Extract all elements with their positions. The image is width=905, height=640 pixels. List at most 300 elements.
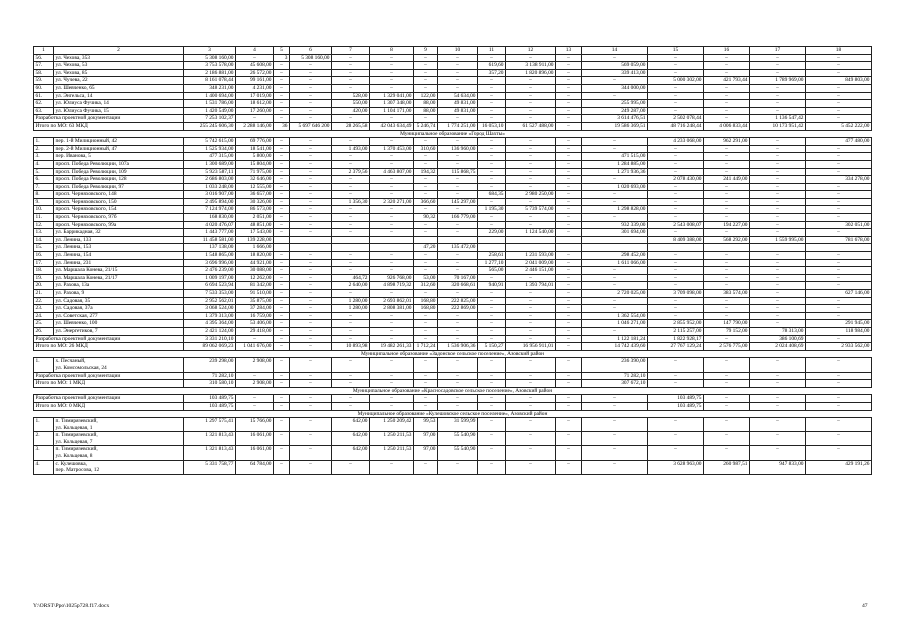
value-cell: –: [806, 69, 872, 77]
header-number-cell: 15: [648, 47, 704, 55]
value-cell: –: [274, 176, 290, 184]
value-cell: –: [750, 259, 806, 267]
value-cell: –: [478, 77, 506, 85]
summary-value-cell: –: [556, 380, 582, 388]
value-cell: 334 278,00: [806, 176, 872, 184]
value-cell: 222 825,00: [438, 297, 478, 305]
value-cell: –: [506, 320, 556, 328]
value-cell: –: [704, 297, 750, 305]
row-number-cell: 11.: [34, 214, 54, 222]
table-row: [34, 92, 872, 100]
summary-value-cell: –: [274, 335, 290, 343]
header-number-cell: 10: [438, 47, 478, 55]
value-cell: –: [556, 77, 582, 85]
value-cell: –: [648, 100, 704, 108]
value-cell: 940,91: [478, 282, 506, 290]
value-cell: 684,35: [478, 191, 506, 199]
address-cell: просп. Черняховского, 99а: [54, 221, 184, 229]
value-cell: 91 510,00: [236, 290, 274, 298]
value-cell: –: [704, 145, 750, 153]
value-cell: –: [582, 191, 648, 199]
value-cell: –: [582, 446, 648, 460]
value-cell: [582, 244, 648, 252]
address-cell: ул. Садовая, 35: [54, 297, 184, 305]
row-number-cell: 2.: [34, 432, 54, 446]
summary-value-cell: –: [704, 372, 750, 380]
value-cell: –: [332, 259, 370, 267]
address-line-2: ул. Кольцевая, 8: [55, 453, 93, 460]
value-cell: –: [290, 198, 332, 206]
summary-label: Итого по МО: 0 МКД: [34, 402, 184, 410]
header-number-cell: 13: [556, 47, 582, 55]
value-cell: 18 612,00: [236, 100, 274, 108]
value-cell: 3 138 911,00: [506, 62, 556, 70]
value-cell: –: [290, 77, 332, 85]
value-cell: 4 898 719,32: [370, 282, 414, 290]
value-cell: –: [556, 221, 582, 229]
value-cell: –: [506, 460, 556, 474]
summary-value-cell: –: [750, 402, 806, 410]
value-cell: –: [438, 54, 478, 62]
summary-value-cell: –: [506, 372, 556, 380]
table-row: [34, 153, 872, 161]
address-cell: ул. Юлиуса Фучика, 14: [54, 100, 184, 108]
section-heading: Муниципальное образование «Задонское сельское поселение», Азовский район: [34, 350, 872, 358]
value-cell: –: [332, 160, 370, 168]
value-cell: –: [582, 145, 648, 153]
value-cell: –: [506, 290, 556, 298]
value-cell: 477 480,00: [806, 138, 872, 146]
address-cell: пер. 2-й Милиционный, 47: [54, 145, 184, 153]
summary-value-cell: 10 173 951,42: [750, 122, 806, 130]
value-cell: –: [438, 327, 478, 335]
value-cell: –: [556, 84, 582, 92]
table-row: [34, 252, 872, 260]
value-cell: –: [506, 84, 556, 92]
value-cell: 81 342,00: [236, 282, 274, 290]
value-cell: 168 830,00: [184, 214, 236, 222]
value-cell: –: [506, 54, 556, 62]
summary-value-cell: –: [648, 380, 704, 388]
value-cell: –: [370, 267, 414, 275]
row-number-cell: 1.: [34, 358, 54, 372]
value-cell: –: [704, 198, 750, 206]
value-cell: –: [806, 259, 872, 267]
value-cell: –: [556, 252, 582, 260]
summary-value-cell: –: [478, 115, 506, 123]
value-cell: –: [290, 274, 332, 282]
value-cell: –: [506, 176, 556, 184]
value-cell: –: [806, 62, 872, 70]
summary-value-cell: 16 053,10: [478, 122, 506, 130]
value-cell: –: [556, 432, 582, 446]
value-cell: 302 051,00: [806, 221, 872, 229]
value-cell: 1 297 575,41: [184, 418, 236, 432]
value-cell: –: [274, 160, 290, 168]
value-cell: 642,00: [332, 446, 370, 460]
value-cell: 18 541,00: [236, 145, 274, 153]
value-cell: [750, 244, 806, 252]
value-cell: –: [506, 183, 556, 191]
value-cell: –: [438, 267, 478, 275]
address-line-1: х. Песчаный,: [55, 358, 86, 365]
address-cell: ул. Ленина, 154: [54, 252, 184, 260]
value-cell: 36 657,00: [236, 191, 274, 199]
table-row: [34, 446, 872, 460]
value-cell: 1 666,00: [236, 244, 274, 252]
summary-value-cell: –: [236, 115, 274, 123]
value-cell: –: [750, 297, 806, 305]
summary-row: [34, 115, 872, 123]
section-heading: Муниципальное образование «Город Шахты»: [34, 130, 872, 138]
table-row: [34, 274, 872, 282]
value-cell: 4 020 476,07: [184, 221, 236, 229]
value-cell: 97,00: [414, 432, 438, 446]
row-number-cell: 23.: [34, 305, 54, 313]
address-cell: ул. Чехова, 353: [54, 54, 184, 62]
value-cell: 49 831,00: [438, 100, 478, 108]
row-number-cell: 4.: [34, 160, 54, 168]
value-cell: –: [274, 274, 290, 282]
value-cell: 4 463 807,00: [370, 168, 414, 176]
value-cell: –: [332, 191, 370, 199]
value-cell: 194,32: [414, 168, 438, 176]
value-cell: [704, 244, 750, 252]
value-cell: 932 339,00: [582, 221, 648, 229]
value-cell: 5 331 758,77: [184, 460, 236, 474]
value-cell: –: [370, 229, 414, 237]
value-cell: –: [438, 69, 478, 77]
value-cell: –: [414, 252, 438, 260]
value-cell: –: [332, 54, 370, 62]
summary-value-cell: 3 614 476,51: [582, 115, 648, 123]
value-cell: –: [274, 153, 290, 161]
summary-value-cell: –: [806, 402, 872, 410]
address-cell: ул. Юлиуса Фучика, 15: [54, 107, 184, 115]
summary-row: [34, 372, 872, 380]
value-cell: 1 298 828,00: [582, 206, 648, 214]
value-cell: –: [478, 176, 506, 184]
value-cell: –: [332, 77, 370, 85]
value-cell: 849 803,00: [806, 77, 872, 85]
summary-value-cell: 42 043 634,49: [370, 122, 414, 130]
value-cell: 118 984,00: [806, 327, 872, 335]
summary-value-cell: 103 489,75: [648, 395, 704, 403]
value-cell: 32 646,00: [236, 176, 274, 184]
value-cell: [506, 236, 556, 244]
address-line-2: ул. Кольцевая, 7: [55, 438, 93, 445]
summary-value-cell: –: [478, 335, 506, 343]
value-cell: –: [274, 229, 290, 237]
value-cell: –: [648, 84, 704, 92]
value-cell: –: [274, 206, 290, 214]
address-line-1: п. Тимирязевский,: [55, 446, 98, 453]
value-cell: –: [370, 153, 414, 161]
value-cell: –: [704, 229, 750, 237]
value-cell: –: [750, 214, 806, 222]
value-cell: –: [438, 312, 478, 320]
value-cell: –: [478, 418, 506, 432]
address-cell: ул. Шевченко, 65: [54, 84, 184, 92]
summary-value-cell: –: [274, 380, 290, 388]
value-cell: 239 298,00: [184, 358, 236, 372]
row-number-cell: 7.: [34, 183, 54, 191]
value-cell: –: [290, 290, 332, 298]
value-cell: –: [332, 460, 370, 474]
value-cell: –: [750, 69, 806, 77]
table-row: [34, 221, 872, 229]
value-cell: 7 124 974,00: [184, 206, 236, 214]
value-cell: 1 393 794,01: [506, 282, 556, 290]
value-cell: –: [648, 418, 704, 432]
value-cell: 1 124 540,00: [506, 229, 556, 237]
summary-value-cell: 48 716 248,44: [648, 122, 704, 130]
summary-value-cell: 1 041 676,00: [236, 343, 274, 351]
value-cell: –: [750, 320, 806, 328]
value-cell: 48 851,00: [236, 221, 274, 229]
row-number-cell: 8.: [34, 191, 54, 199]
summary-value-cell: –: [648, 372, 704, 380]
value-cell: –: [806, 206, 872, 214]
value-cell: –: [648, 54, 704, 62]
value-cell: 194 227,00: [704, 221, 750, 229]
value-cell: –: [290, 358, 332, 372]
value-cell: –: [704, 446, 750, 460]
address-cell: ул. Садовая, 37а: [54, 305, 184, 313]
table-row: [34, 69, 872, 77]
header-number-cell: 2: [54, 47, 184, 55]
value-cell: –: [414, 267, 438, 275]
value-cell: 5 742 615,00: [184, 138, 236, 146]
value-cell: –: [414, 160, 438, 168]
value-cell: –: [438, 320, 478, 328]
address-cell: просп. Победа Революции, 107а: [54, 160, 184, 168]
value-cell: –: [556, 229, 582, 237]
row-number-cell: 25.: [34, 320, 54, 328]
value-cell: –: [438, 460, 478, 474]
summary-value-cell: –: [290, 380, 332, 388]
value-cell: –: [704, 282, 750, 290]
value-cell: 2 078 430,00: [648, 176, 704, 184]
table-row: [34, 305, 872, 313]
value-cell: –: [806, 214, 872, 222]
value-cell: –: [704, 252, 750, 260]
summary-label: Итого по МО: 63 МКД: [34, 122, 184, 130]
value-cell: 310,60: [414, 145, 438, 153]
value-cell: –: [478, 92, 506, 100]
value-cell: –: [582, 214, 648, 222]
value-cell: –: [806, 54, 872, 62]
value-cell: 1 280,00: [332, 297, 370, 305]
value-cell: –: [478, 460, 506, 474]
value-cell: –: [556, 418, 582, 432]
summary-value-cell: –: [290, 372, 332, 380]
value-cell: –: [290, 168, 332, 176]
value-cell: 2 446 151,00: [506, 267, 556, 275]
value-cell: –: [582, 297, 648, 305]
value-cell: –: [556, 446, 582, 460]
value-cell: 1 379 313,00: [184, 312, 236, 320]
value-cell: –: [332, 267, 370, 275]
summary-value-cell: 2 908,00: [236, 380, 274, 388]
value-cell: [274, 236, 290, 244]
value-cell: 1 104 171,00: [370, 107, 414, 115]
value-cell: –: [506, 153, 556, 161]
value-cell: –: [556, 274, 582, 282]
value-cell: –: [274, 62, 290, 70]
summary-value-cell: –: [332, 395, 370, 403]
value-cell: 366,60: [414, 198, 438, 206]
value-cell: –: [806, 358, 872, 372]
address-cell: [54, 446, 184, 460]
summary-value-cell: 2 502 078,44: [648, 115, 704, 123]
table-row: [34, 62, 872, 70]
value-cell: –: [806, 107, 872, 115]
value-cell: –: [332, 69, 370, 77]
address-cell: [54, 460, 184, 474]
value-cell: 47,20: [414, 244, 438, 252]
value-cell: 1 370 453,00: [370, 145, 414, 153]
table-row: [34, 100, 872, 108]
value-cell: –: [414, 183, 438, 191]
value-cell: 1 300 689,00: [184, 160, 236, 168]
value-cell: –: [704, 206, 750, 214]
value-cell: –: [556, 107, 582, 115]
value-cell: 291 945,00: [806, 320, 872, 328]
summary-value-cell: 307 672,10: [582, 380, 648, 388]
value-cell: –: [750, 282, 806, 290]
value-cell: 3 628 963,00: [648, 460, 704, 474]
value-cell: –: [332, 62, 370, 70]
value-cell: 1 009 197,00: [184, 274, 236, 282]
value-cell: [290, 244, 332, 252]
summary-value-cell: –: [806, 380, 872, 388]
table-row: [34, 320, 872, 328]
value-cell: –: [290, 153, 332, 161]
address-cell: ул. Рахова, 9: [54, 290, 184, 298]
value-cell: –: [750, 206, 806, 214]
value-cell: –: [478, 214, 506, 222]
address-cell: [54, 358, 184, 372]
summary-value-cell: 36: [274, 122, 290, 130]
summary-value-cell: 2 288 146,00: [236, 122, 274, 130]
address-cell: просп. Победа Революции, 109: [54, 168, 184, 176]
value-cell: 471 515,00: [582, 153, 648, 161]
value-cell: –: [506, 297, 556, 305]
section-heading-row: [34, 410, 872, 418]
value-cell: –: [478, 183, 506, 191]
value-cell: –: [704, 267, 750, 275]
value-cell: –: [478, 198, 506, 206]
table-row: [34, 418, 872, 432]
summary-value-cell: 14 742 439,60: [582, 343, 648, 351]
value-cell: –: [290, 69, 332, 77]
table-row: [34, 267, 872, 275]
value-cell: –: [370, 191, 414, 199]
value-cell: 137 138,00: [184, 244, 236, 252]
summary-value-cell: –: [478, 395, 506, 403]
value-cell: –: [648, 274, 704, 282]
value-cell: 429 191,26: [806, 460, 872, 474]
value-cell: 35 875,00: [236, 297, 274, 305]
value-cell: –: [648, 62, 704, 70]
value-cell: –: [704, 153, 750, 161]
value-cell: –: [332, 290, 370, 298]
value-cell: –: [478, 54, 506, 62]
value-cell: –: [750, 168, 806, 176]
value-cell: –: [704, 84, 750, 92]
row-number-cell: 3.: [34, 153, 54, 161]
summary-value-cell: –: [274, 115, 290, 123]
value-cell: –: [806, 183, 872, 191]
summary-value-cell: 310 580,10: [184, 380, 236, 388]
value-cell: –: [370, 327, 414, 335]
value-cell: –: [414, 191, 438, 199]
value-cell: 1 400 694,00: [184, 92, 236, 100]
value-cell: 17 260,00: [236, 107, 274, 115]
address-cell: ул. Рахова, 13а: [54, 282, 184, 290]
summary-row: [34, 122, 872, 130]
value-cell: –: [478, 290, 506, 298]
summary-value-cell: –: [370, 372, 414, 380]
value-cell: 477 315,00: [184, 153, 236, 161]
value-cell: –: [274, 221, 290, 229]
value-cell: –: [370, 290, 414, 298]
value-cell: –: [414, 77, 438, 85]
summary-value-cell: –: [478, 372, 506, 380]
value-cell: 1 271 936,36: [582, 168, 648, 176]
address-line-1: п. Тимирязевский,: [55, 432, 98, 439]
value-cell: –: [806, 198, 872, 206]
value-cell: –: [750, 358, 806, 372]
value-cell: –: [704, 62, 750, 70]
value-cell: 2 051,00: [236, 214, 274, 222]
value-cell: –: [332, 252, 370, 260]
value-cell: 2 476 239,00: [184, 267, 236, 275]
value-cell: –: [290, 297, 332, 305]
value-cell: 79 152,00: [704, 327, 750, 335]
summary-value-cell: –: [438, 380, 478, 388]
value-cell: 139 228,00: [236, 236, 274, 244]
summary-value-cell: –: [290, 402, 332, 410]
value-cell: –: [290, 160, 332, 168]
value-cell: –: [806, 168, 872, 176]
value-cell: 1 493,00: [332, 145, 370, 153]
value-cell: –: [556, 160, 582, 168]
value-cell: –: [506, 358, 556, 372]
address-line-1: с. Кулешовка,: [55, 460, 87, 467]
value-cell: 115 868,75: [438, 168, 478, 176]
value-cell: 71 975,00: [236, 168, 274, 176]
row-number-cell: 13.: [34, 229, 54, 237]
row-number-cell: 61.: [34, 92, 54, 100]
address-line-1: п. Тимирязевский,: [55, 418, 98, 425]
value-cell: 2 908,00: [236, 358, 274, 372]
address-line-2: ул. Комсомольская, 24: [55, 364, 107, 371]
summary-value-cell: 1 122 181,24: [582, 335, 648, 343]
value-cell: 3 016 907,00: [184, 191, 236, 199]
value-cell: 78 313,00: [750, 327, 806, 335]
value-cell: 97,00: [414, 446, 438, 460]
summary-value-cell: –: [506, 402, 556, 410]
value-cell: 1 548 865,00: [184, 252, 236, 260]
value-cell: –: [438, 191, 478, 199]
value-cell: 947 833,00: [750, 460, 806, 474]
value-cell: –: [806, 274, 872, 282]
table-row: [34, 77, 872, 85]
value-cell: –: [332, 229, 370, 237]
value-cell: 4 231,00: [236, 84, 274, 92]
